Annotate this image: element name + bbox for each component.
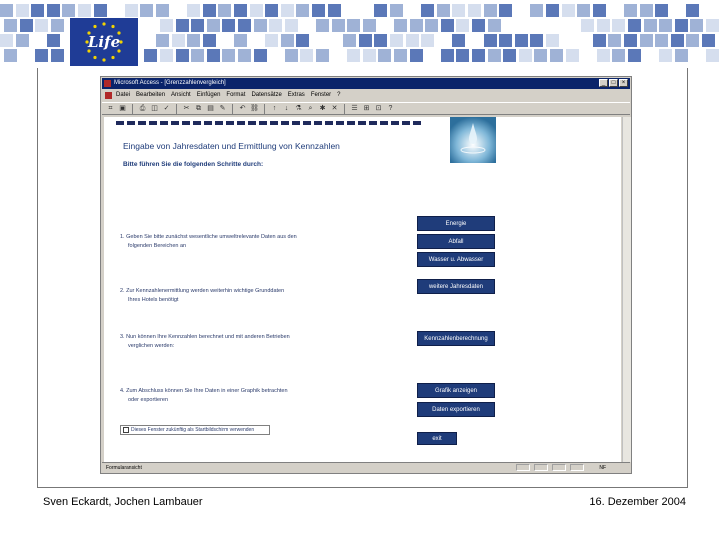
mosaic-tile	[624, 34, 637, 47]
mosaic-tile	[702, 4, 715, 17]
mosaic-tile	[410, 19, 423, 32]
menu-einfuegen[interactable]: Einfügen	[196, 92, 221, 98]
mosaic-tile	[562, 34, 575, 47]
mosaic-tile	[238, 19, 251, 32]
toolbar	[102, 102, 630, 115]
delete-record-icon[interactable]: ✕	[331, 105, 338, 112]
energie-button[interactable]: Energie	[417, 216, 495, 231]
dash	[358, 121, 366, 125]
toolbar-separator	[264, 104, 265, 114]
mosaic-tile	[581, 49, 594, 62]
mosaic-tile	[47, 34, 60, 47]
step-4-line2: oder exportieren	[128, 397, 169, 403]
print-preview-icon[interactable]: ◫	[151, 105, 158, 112]
mosaic-tile	[269, 19, 282, 32]
mosaic-tile	[519, 19, 532, 32]
mosaic-tile	[285, 49, 298, 62]
dash	[182, 121, 190, 125]
hyperlink-icon[interactable]: ⛓	[250, 105, 259, 112]
mosaic-tile	[374, 4, 387, 17]
dash	[237, 121, 245, 125]
mosaic-tile	[488, 19, 501, 32]
database-icon[interactable]: ⊞	[363, 105, 370, 112]
dash	[303, 121, 311, 125]
mosaic-tile	[686, 4, 699, 17]
mosaic-tile	[675, 49, 688, 62]
dash	[204, 121, 212, 125]
mosaic-tile	[534, 49, 547, 62]
mosaic-tile	[328, 4, 341, 17]
mosaic-tile	[203, 4, 216, 17]
mosaic-tile	[702, 34, 715, 47]
mosaic-tile	[690, 49, 703, 62]
mosaic-tile	[20, 19, 33, 32]
dash	[171, 121, 179, 125]
mosaic-tile	[140, 4, 153, 17]
mosaic-tile	[359, 34, 372, 47]
mosaic-tile	[296, 4, 309, 17]
status-cell	[534, 464, 548, 471]
step-3-line2: verglichen werden:	[128, 343, 175, 349]
mosaic-tile	[16, 4, 29, 17]
mosaic-tile	[503, 19, 516, 32]
dash	[215, 121, 223, 125]
find-icon[interactable]: ⌕	[308, 105, 313, 112]
mosaic-tile	[488, 49, 501, 62]
mosaic-tile	[343, 4, 356, 17]
mosaic-tile	[515, 34, 528, 47]
dash	[259, 121, 267, 125]
dash	[347, 121, 355, 125]
menu-format[interactable]: Format	[226, 92, 246, 98]
mosaic-tile	[608, 4, 621, 17]
step-1-line2: folgenden Bereichen an	[128, 243, 187, 249]
life-logo-graphic	[70, 18, 138, 66]
mosaic-tile	[300, 19, 313, 32]
help-icon[interactable]: ?	[388, 105, 393, 112]
mosaic-tile	[347, 19, 360, 32]
mosaic-tile	[312, 4, 325, 17]
mosaic-tile	[172, 4, 185, 17]
mosaic-tile	[281, 4, 294, 17]
mosaic-tile	[254, 19, 267, 32]
dash	[116, 121, 124, 125]
toolbar-separator	[344, 104, 345, 114]
mosaic-tile	[234, 4, 247, 17]
mosaic-tile	[160, 49, 173, 62]
close-button[interactable]: ×	[619, 79, 628, 87]
sort-asc-icon[interactable]: ↑	[272, 105, 277, 112]
minimize-button[interactable]: _	[599, 79, 608, 87]
mosaic-tile	[597, 19, 610, 32]
mosaic-tile	[390, 4, 403, 17]
mosaic-tile	[659, 49, 672, 62]
startscreen-checkbox[interactable]	[123, 427, 129, 433]
decorative-dash-row	[116, 121, 421, 125]
mosaic-tile	[296, 34, 309, 47]
step-2-line1: 2. Zur Kennzahlenermittlung werden weiterhin wichtige Grunddaten	[120, 288, 285, 294]
mosaic-tile	[452, 4, 465, 17]
mosaic-tile	[35, 19, 48, 32]
mosaic-tile	[671, 4, 684, 17]
mosaic-tile	[176, 19, 189, 32]
mosaic-tile	[468, 4, 481, 17]
mosaic-tile	[250, 4, 263, 17]
mosaic-tile	[577, 34, 590, 47]
mosaic-tile	[706, 49, 719, 62]
new-record-icon[interactable]: ✱	[319, 105, 326, 112]
dash	[380, 121, 388, 125]
format-painter-icon[interactable]: ✎	[219, 105, 226, 112]
mosaic-tile	[612, 49, 625, 62]
mosaic-tile	[35, 49, 48, 62]
dash	[292, 121, 300, 125]
menu-help[interactable]: ?	[337, 92, 341, 98]
menu-datei[interactable]: Datei	[116, 92, 131, 98]
mosaic-tile	[655, 4, 668, 17]
mosaic-tile	[499, 34, 512, 47]
mosaic-tile	[566, 49, 579, 62]
mosaic-tile	[640, 4, 653, 17]
mosaic-tile	[285, 19, 298, 32]
mosaic-tile	[156, 34, 169, 47]
mosaic-tile	[628, 49, 641, 62]
mosaic-tile	[172, 34, 185, 47]
footer-date: 16. Dezember 2004	[589, 496, 686, 508]
mosaic-tile	[16, 34, 29, 47]
mosaic-tile	[269, 49, 282, 62]
mosaic-tile	[363, 19, 376, 32]
step-4	[120, 387, 288, 405]
mosaic-tile	[410, 49, 423, 62]
mosaic-tile	[31, 34, 44, 47]
status-view-mode: Formularansicht	[106, 465, 142, 471]
properties-icon[interactable]: ☰	[351, 105, 358, 112]
mosaic-tile	[51, 49, 64, 62]
mosaic-tile	[706, 19, 719, 32]
new-object-icon[interactable]: ⊡	[375, 105, 382, 112]
mosaic-tile	[472, 19, 485, 32]
mosaic-tile	[332, 19, 345, 32]
startscreen-checkbox-label: Dieses Fenster zukünftig als Startbildschirm verwenden	[131, 427, 255, 433]
access-window	[100, 76, 632, 474]
filter-icon[interactable]: ⚗	[295, 105, 302, 112]
mosaic-tile	[62, 4, 75, 17]
footer-authors: Sven Eckardt, Jochen Lambauer	[43, 496, 203, 508]
mosaic-tile	[550, 19, 563, 32]
menu-fenster[interactable]: Fenster	[310, 92, 332, 98]
mosaic-tile	[78, 4, 91, 17]
mosaic-tile	[441, 49, 454, 62]
mosaic-tile	[675, 19, 688, 32]
svg-text:Life: Life	[87, 33, 121, 51]
save-icon[interactable]: ▣	[119, 105, 126, 112]
mosaic-tile	[515, 4, 528, 17]
mosaic-tile	[207, 19, 220, 32]
form-subtitle: Bitte führen Sie die folgenden Schritte durch:	[123, 161, 264, 168]
menu-bearbeiten[interactable]: Bearbeiten	[136, 92, 166, 98]
dash	[127, 121, 135, 125]
mosaic-tile	[628, 19, 641, 32]
form-title: Eingabe von Jahresdaten und Ermittlung von Kennzahlen	[123, 141, 340, 151]
mosaic-tile	[125, 4, 138, 17]
mosaic-tile	[347, 49, 360, 62]
status-cell	[552, 464, 566, 471]
mosaic-tile	[187, 34, 200, 47]
mosaic-tile	[363, 49, 376, 62]
mosaic-tile	[593, 34, 606, 47]
mosaic-tile	[51, 19, 64, 32]
mosaic-tile	[452, 34, 465, 47]
mosaic-tile	[316, 19, 329, 32]
abfall-button[interactable]: Abfall	[417, 234, 495, 249]
mosaic-tile	[671, 34, 684, 47]
step-1-line1: 1. Geben Sie bitte zunächst wesentliche umweltrelevante Daten aus den	[120, 234, 297, 240]
mosaic-tile	[187, 4, 200, 17]
dash	[402, 121, 410, 125]
mosaic-tile	[0, 4, 13, 17]
vertical-scrollbar[interactable]	[622, 117, 631, 462]
mosaic-tile	[406, 34, 419, 47]
sort-desc-icon[interactable]: ↓	[284, 105, 289, 112]
mosaic-tile	[222, 19, 235, 32]
mosaic-tile	[343, 34, 356, 47]
mosaic-tile	[640, 34, 653, 47]
mosaic-tile	[566, 19, 579, 32]
mosaic-tile	[550, 49, 563, 62]
window-titlebar	[102, 78, 630, 89]
dash	[138, 121, 146, 125]
mosaic-tile	[425, 49, 438, 62]
mosaic-tile	[468, 34, 481, 47]
dash	[193, 121, 201, 125]
step-3-line1: 3. Nun können Ihre Kennzahlen berechnet und mit anderen Betrieben	[120, 334, 290, 340]
mosaic-tile	[0, 34, 13, 47]
mosaic-tile	[437, 4, 450, 17]
weitere-jahresdaten-button[interactable]: weitere Jahresdaten	[417, 279, 495, 294]
mosaic-tile	[359, 4, 372, 17]
mosaic-tile	[456, 19, 469, 32]
mosaic-tile	[612, 19, 625, 32]
mosaic-tile	[597, 49, 610, 62]
mosaic-tile	[644, 19, 657, 32]
mosaic-tile	[472, 49, 485, 62]
mosaic-tile	[425, 19, 438, 32]
mosaic-tile	[374, 34, 387, 47]
mosaic-tile	[441, 19, 454, 32]
mosaic-tile	[421, 4, 434, 17]
step-3	[120, 333, 290, 351]
undo-icon[interactable]: ↶	[239, 105, 246, 112]
mosaic-tile	[655, 34, 668, 47]
design-view-icon[interactable]: ⌗	[108, 105, 113, 112]
mosaic-tile	[421, 34, 434, 47]
mosaic-tile	[530, 4, 543, 17]
access-app-icon	[104, 80, 111, 87]
mosaic-tile	[191, 19, 204, 32]
mosaic-tile	[281, 34, 294, 47]
toolbar-separator	[132, 104, 133, 114]
toolbar-separator	[176, 104, 177, 114]
menu-ansicht[interactable]: Ansicht	[171, 92, 191, 98]
mosaic-tile	[390, 34, 403, 47]
menu-datensaetze[interactable]: Datensätze	[251, 92, 282, 98]
status-cell	[570, 464, 584, 471]
mosaic-tile	[4, 49, 17, 62]
mosaic-tile	[332, 49, 345, 62]
mosaic-tile	[109, 4, 122, 17]
dash	[314, 121, 322, 125]
dash	[391, 121, 399, 125]
mosaic-tile	[530, 34, 543, 47]
dash	[248, 121, 256, 125]
mosaic-tile	[484, 4, 497, 17]
mosaic-tile	[534, 19, 547, 32]
spelling-icon[interactable]: ✓	[163, 105, 170, 112]
dash	[336, 121, 344, 125]
toolbar-separator	[232, 104, 233, 114]
mosaic-tile	[437, 34, 450, 47]
menu-bar	[102, 90, 630, 101]
wasser-abwasser-button[interactable]: Wasser u. Abwasser	[417, 252, 495, 267]
dash	[369, 121, 377, 125]
mosaic-tile	[94, 4, 107, 17]
mosaic-tile	[484, 34, 497, 47]
mosaic-tile	[581, 19, 594, 32]
dash	[160, 121, 168, 125]
mosaic-tile	[176, 49, 189, 62]
mosaic-tile	[624, 4, 637, 17]
mosaic-tile	[222, 49, 235, 62]
mosaic-tile	[218, 4, 231, 17]
mosaic-tile	[47, 4, 60, 17]
mosaic-tile	[31, 4, 44, 17]
mosaic-tile	[265, 4, 278, 17]
form-area	[104, 117, 621, 462]
status-cell	[516, 464, 530, 471]
mosaic-tile	[316, 49, 329, 62]
mosaic-tile	[207, 49, 220, 62]
mosaic-tile	[378, 49, 391, 62]
mosaic-tile	[608, 34, 621, 47]
mosaic-tile	[144, 19, 157, 32]
step-2-line2: Ihres Hotels benötigt	[128, 297, 179, 303]
mosaic-tile	[562, 4, 575, 17]
mosaic-tile	[690, 19, 703, 32]
step-1	[120, 233, 297, 251]
mosaic-tile	[4, 19, 17, 32]
window-title: Microsoft Access - [Grenzzahlenvergleich]	[114, 80, 226, 86]
dash	[226, 121, 234, 125]
mosaic-tile	[519, 49, 532, 62]
mosaic-tile	[499, 4, 512, 17]
mosaic-tile	[160, 19, 173, 32]
mosaic-tile	[238, 49, 251, 62]
paste-icon[interactable]: ▤	[207, 105, 214, 112]
mosaic-tile	[328, 34, 341, 47]
status-nf: NF	[599, 465, 606, 471]
grafik-anzeigen-button[interactable]: Grafik anzeigen	[417, 383, 495, 398]
kennzahlenberechnung-button[interactable]: Kennzahlenberechnung	[417, 331, 495, 346]
mosaic-tile	[144, 49, 157, 62]
mosaic-tile	[191, 49, 204, 62]
maximize-button[interactable]: □	[609, 79, 618, 87]
mosaic-tile	[312, 34, 325, 47]
mosaic-tile	[394, 49, 407, 62]
mosaic-tile	[644, 49, 657, 62]
mosaic-tile	[456, 49, 469, 62]
dash	[325, 121, 333, 125]
mosaic-tile	[546, 4, 559, 17]
mosaic-tile	[406, 4, 419, 17]
startscreen-checkbox-row[interactable]	[120, 425, 270, 435]
dash	[270, 121, 278, 125]
dash	[413, 121, 421, 125]
exit-button[interactable]: exit	[417, 432, 457, 445]
mosaic-tile	[394, 19, 407, 32]
mosaic-tile	[503, 49, 516, 62]
mosaic-tile	[686, 34, 699, 47]
step-2	[120, 287, 284, 305]
mosaic-tile	[546, 34, 559, 47]
mosaic-tile	[300, 49, 313, 62]
mosaic-tile	[254, 49, 267, 62]
mosaic-tile	[378, 19, 391, 32]
step-4-line1: 4. Zum Abschluss können Sie Ihre Daten in einer Graphik betrachten	[120, 388, 288, 394]
mosaic-tile	[577, 4, 590, 17]
mosaic-tile	[156, 4, 169, 17]
daten-exportieren-button[interactable]: Daten exportieren	[417, 402, 495, 417]
mosaic-tile	[659, 19, 672, 32]
print-icon[interactable]: ⎙	[139, 105, 146, 112]
document-icon	[105, 92, 112, 99]
mosaic-tile	[234, 34, 247, 47]
menu-extras[interactable]: Extras	[287, 92, 305, 98]
eu-life-logo	[70, 18, 138, 66]
dash	[281, 121, 289, 125]
cut-icon[interactable]: ✂	[183, 105, 190, 112]
mosaic-tile	[203, 34, 216, 47]
mosaic-tile	[20, 49, 33, 62]
water-drop-image	[450, 117, 496, 163]
mosaic-tile	[218, 34, 231, 47]
mosaic-tile	[250, 34, 263, 47]
mosaic-tile	[265, 34, 278, 47]
copy-icon[interactable]: ⧉	[196, 105, 201, 112]
status-bar	[102, 462, 630, 472]
mosaic-tile	[593, 4, 606, 17]
dash	[149, 121, 157, 125]
